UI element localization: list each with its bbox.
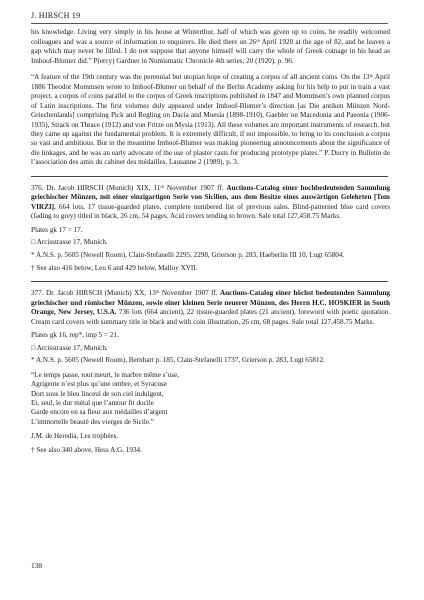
intro-paragraph-gardner: his knowledge. Living very simply in his house at Winterthur, half of which was given up to coins, he readily welcomed colleagues and was a source of information to enquirers. He died there on 26ᵗʰ April 1920 at the age of 82, and he leaves a gap which may never be filled. I do not suppose that anyone himself will carry the whole of Greek coinage in his head as Imhoof-Blumer did.” P(ercy) Gardner in Numismatic Chronicle 4th series, 20 (1920), p. 96. [31,28,390,65]
catalogue-entry-377 [31,289,390,455]
entry-377-title: Auctions-Catalog einer höchst bedeutenden Sammlung griechischer und römischer Münzen, sowie einer kleinen Serie neuerer Münzen, des Herrn H.C. HOSKIER in South Orange, New Jersey, U.S.A. [31,289,390,317]
poem-line: Garde encore en sa fleur aux médailles d’argent [31,408,168,417]
running-head: J. HIRSCH 19 [31,11,388,24]
entry-376-heading: 376. Dr. Jacob HIRSCH (Munich) XIX, 11ᵗʰ November 1907 ff. [31,183,224,192]
page-number: 138 [31,561,43,570]
entry-377-references: * A.N.S. p. 5605 (Newell Room), Bernhart p. 185, Clain-Stefanelli 1737, Grierson p. 283, Lugt 65812. [31,356,325,365]
poem-quotation [31,371,390,428]
entry-376-address: □ Arcisstrasse 17, Munich. [31,238,108,247]
entry-376-title: Auctions-Catalog einer hochbedeutenden Sammlung griechischer Münzen, mit einer einzigartigen Serie von Sicilien, aus dem Besitze eines auswärtigen Gelehrten [Tom VIRZI]. [31,183,390,211]
poem-line: Agrigente n’est plus qu’une ombre, et Syracuse [31,380,167,389]
poem-attribution: J.M. de Heredia, Les trophées. [31,432,119,441]
entry-377-heading: 377. Dr. Jacob HIRSCH (Munich) XX, 13ᵗʰ November 1907 ff. [31,289,218,298]
entry-376-see-also: † See also 416 below, Leu 6 and 429 below, Malloy XVII. [31,263,198,272]
entry-377-see-also: † See also 340 above, Hess A.G. 1934. [31,445,142,454]
section-divider [31,176,388,177]
entry-376-plates: Plates gk 17 = 17. [31,225,83,234]
intro-paragraph-ducry: “A feature of the 19th century was the perennial but utopian hope of creating a corpus of all ancient coins. On the 13ᵗʰ April 1886 Theodor Mommsen wrote to Imhoof-Blumer on behalf of the Berlin Academy asking for his help to put in train a vast project, a corpus of coins parallel to the corpus of Greek inscriptions published in 1847 and Mommsen’s own planned corpus of Latin inscriptions. The first volumes duly appeared under Imhoof-Blumer’s direction [as Die antiken Münzen Nord-Griechenlands] comprising Pick and Regling on Dacia and Moesia (1898-1910), Gaebler on Macedonia and Paeonia (1906-1935), Strack on Thrace (1912) and von Fritze on Mysia (1913). All these volumes are important instruments of research, but they came up against the fundamental problem. It is extremely difficult, if not impossible, to bring to its conclusion a corpus so vast and ambitious. But in the meantime Imhoof-Blumer was making pioneering announcements about the significance of die linkages, and he was an early advocate of the use of plaster casts for producing prototype plates.” P. Ducry in Bulletin de l’association des amis du cabinet des médailles, Lausanne 2 (1989), p. 3. [31,73,390,167]
entry-377-details: 736 lots (664 ancient), 22 tissue-guarded plates (21 ancient), foreword with poetic quotation. Cream card covers with summary title in black and with coin illustration, 26 cm, 68 pages. Sale total 127,458.75 Marks. [31,308,391,326]
entry-376-details: 664 lots, 17 tissue-guarded plates, complete numbered list of previous sales. Blind-patterned blue card covers (fading to grey) titled in black, 26 cm, 54 pages. Acid covers tending to brown. Sale total 127,458.75 Marks. [31,202,390,221]
catalogue-entry-376 [31,184,390,274]
section-divider [31,281,388,282]
poem-line: “Le temps passe, tout meurt, le marbre même s’use, [31,370,180,379]
poem-line: L’immortelle beauté des vierges de Sicile.” [31,417,154,426]
entry-377-address: □ Arcisstrasse 17, Munich. [31,343,108,352]
entry-377-plates: Plates gk 16, rep*, imp 5 = 21. [31,331,119,340]
entry-376-description [31,184,390,222]
poem-line: Et, seul, le dur métal que l’amour fit docile [31,398,154,407]
entry-376-references: * A.N.S. p. 5605 (Newell Room), Clain-Stefanelli 2295, 2298, Grierson p. 283, Haeberlin III 10, Lugt 65804. [31,250,345,259]
entry-377-description [31,289,390,327]
poem-line: Dort sous le bleu linceul de son ciel indulgent, [31,389,164,398]
